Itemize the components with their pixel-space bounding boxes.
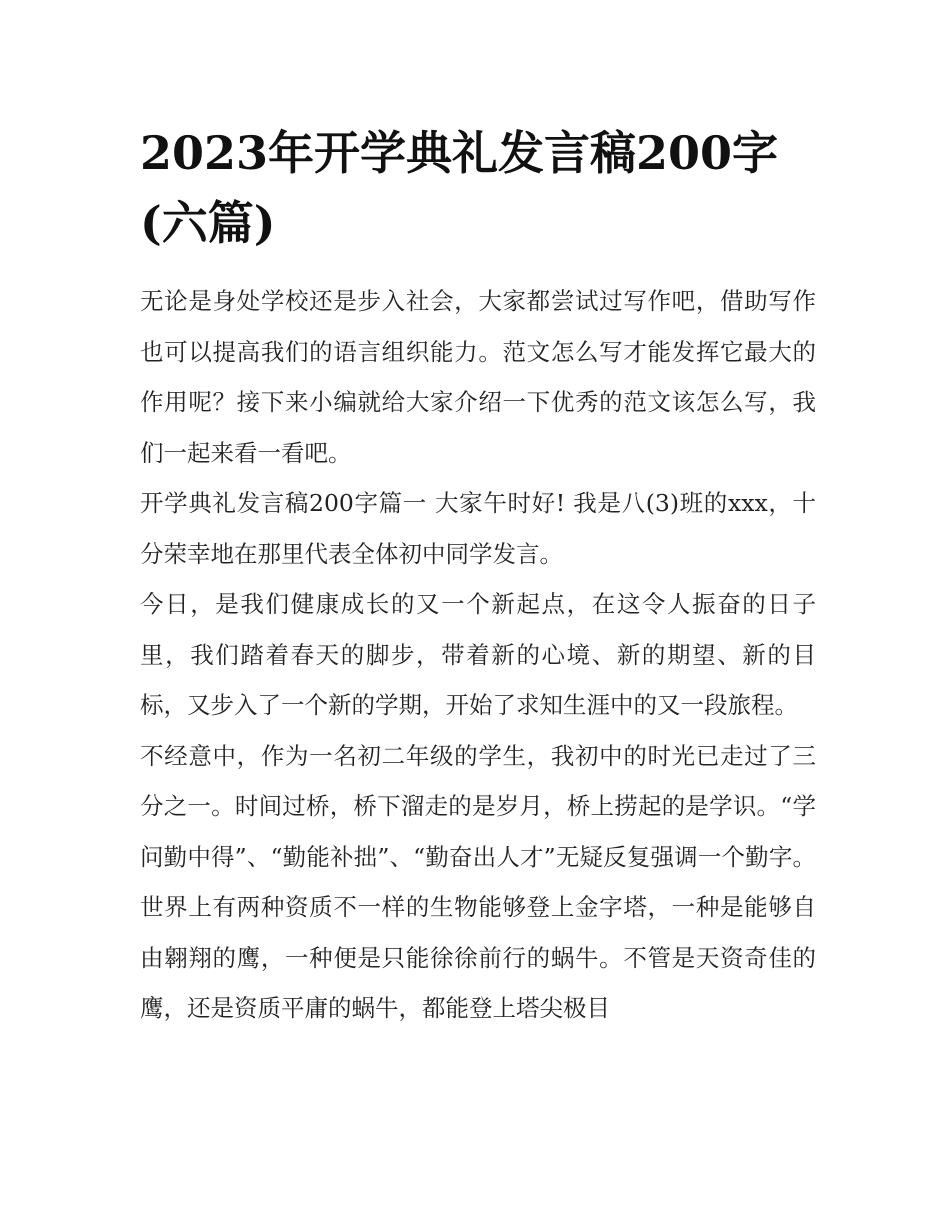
document-body: [140, 276, 816, 1034]
paragraph-new-semester: 今日，是我们健康成长的又一个新起点，在这令人振奋的日子里，我们踏着春天的脚步，带着新的心境、新的期望、新的目标，又步入了一个新的学期，开始了求知生涯中的又一段旅程。: [140, 590, 816, 719]
paragraph-greeting: 开学典礼发言稿200字篇一 大家午时好! 我是八(3)班的xxx，十分荣幸地在那里代表全体初中同学发言。: [140, 489, 816, 568]
document-title: 2023年开学典礼发言稿200字(六篇): [140, 126, 779, 250]
paragraph-diligence: 不经意中，作为一名初二年级的学生，我初中的时光已走过了三分之一。时间过桥，桥下溜走的是岁月，桥上捞起的是学识。“学问勤中得”、“勤能补拙”、“勤奋出人才”无疑反复强调一个勤字。世界上有两种资质不一样的生物能够登上金字塔，一种是能够自由翱翔的鹰，一种便是只能徐徐前行的蜗牛。不管是天资奇佳的鹰，还是资质平庸的蜗牛，都能登上塔尖极目: [140, 741, 816, 1022]
paragraph-intro: 无论是身处学校还是步入社会，大家都尝试过写作吧，借助写作也可以提高我们的语言组织能力。范文怎么写才能发挥它最大的作用呢？接下来小编就给大家介绍一下优秀的范文该怎么写，我们一起来看一看吧。: [140, 287, 816, 467]
